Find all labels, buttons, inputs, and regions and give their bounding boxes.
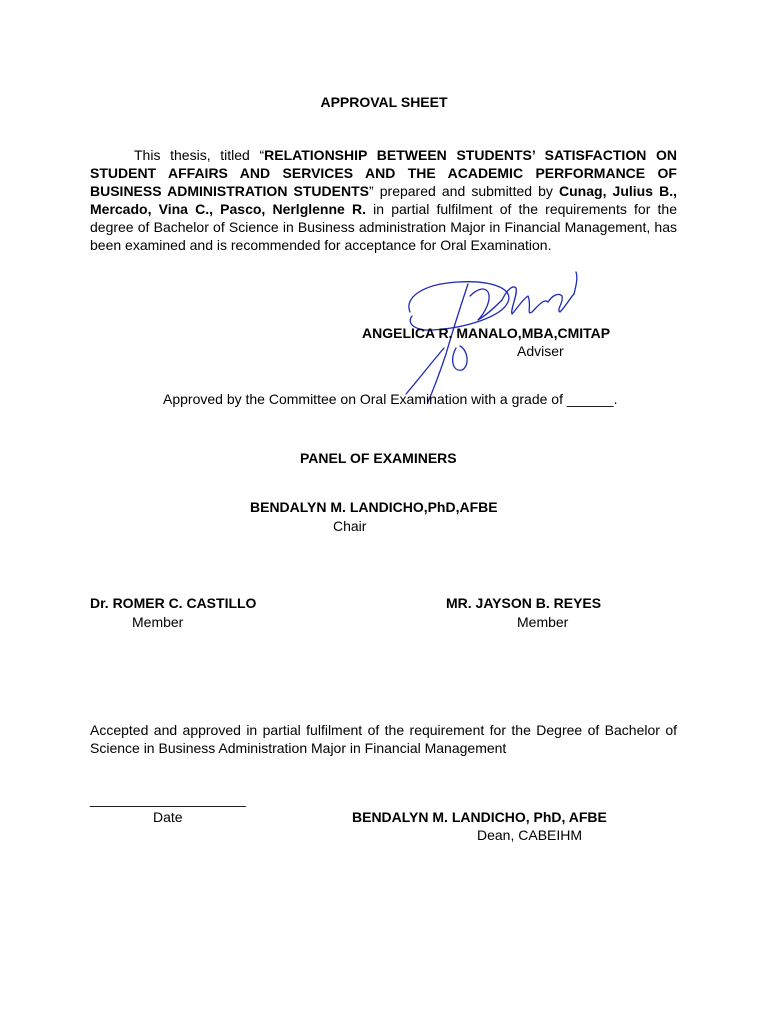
intro-text-1: This thesis, titled “ (134, 147, 265, 163)
intro-text-2: ” prepared and submitted by (368, 183, 560, 199)
member2-role: Member (517, 614, 569, 630)
date-signature-line: ____________________ (90, 791, 246, 807)
panel-heading: PANEL OF EXAMINERS (300, 450, 457, 466)
thesis-paragraph (90, 146, 677, 254)
approval-line: Approved by the Committee on Oral Examination with a grade of ______. (163, 391, 618, 407)
dean-name: BENDALYN M. LANDICHO, PhD, AFBE (352, 809, 607, 825)
thesis-authors: Cunag, Julius B., Mercado, Vina C., Pasco, Nerlglenne R. (90, 183, 677, 217)
member2-name: MR. JAYSON B. REYES (446, 595, 602, 611)
chair-role: Chair (333, 518, 367, 534)
page-title: APPROVAL SHEET (320, 94, 448, 110)
dean-role: Dean, CABEIHM (477, 827, 583, 843)
thesis-title: RELATIONSHIP BETWEEN STUDENTS’ SATISFACTION ON STUDENT AFFAIRS AND SERVICES AND THE ACADEMIC PERFORMANCE OF BUSINESS ADMINISTRATION STUDENTS (90, 147, 677, 199)
intro-text-3: in partial fulfilment of the requirements for the degree of Bachelor of Science in Business administration Major in Financial Management, has been examined and is recommended for acceptance for Oral Examination. (90, 201, 677, 253)
chair-name: BENDALYN M. LANDICHO,PhD,AFBE (250, 499, 498, 515)
member1-role: Member (132, 614, 184, 630)
adviser-role: Adviser (517, 343, 564, 359)
adviser-name: ANGELICA R. MANALO,MBA,CMITAP (362, 325, 611, 341)
member1-name: Dr. ROMER C. CASTILLO (90, 595, 257, 611)
date-label: Date (153, 809, 183, 825)
acceptance-paragraph: Accepted and approved in partial fulfilment of the requirement for the Degree of Bachelor of Science in Business Administration Major in Financial Management (90, 722, 677, 756)
